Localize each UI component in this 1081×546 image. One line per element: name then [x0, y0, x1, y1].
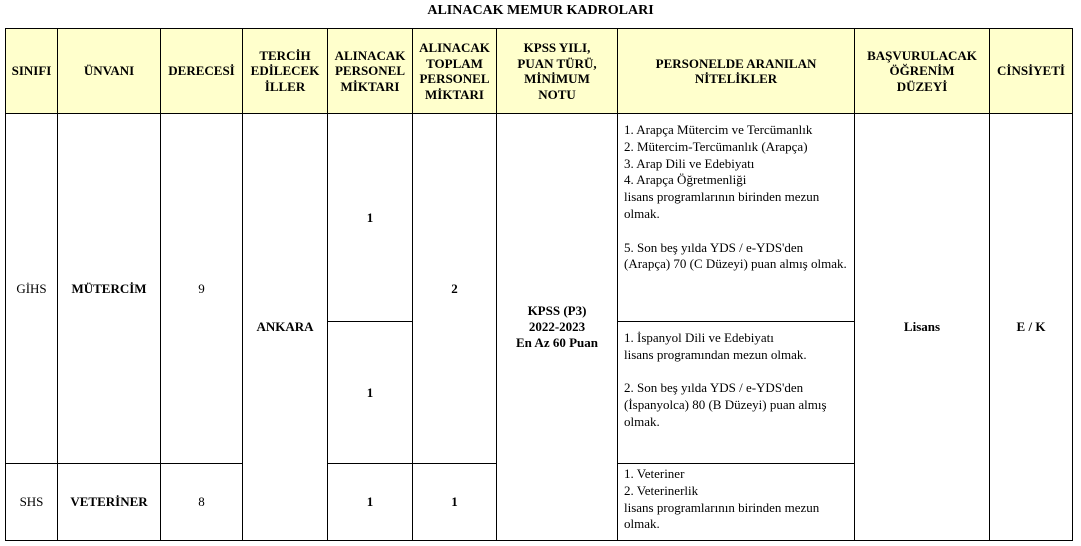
- unvani-cell: VETERİNER: [58, 464, 161, 541]
- alinacak-cell: 1: [328, 322, 413, 464]
- sinifi-cell: GİHS: [6, 114, 58, 464]
- nitelikler-cell: 1. Veteriner 2. Veterinerlik lisans programlarının birinden mezun olmak.: [618, 464, 855, 541]
- header-nitelikler: PERSONELDE ARANILAN NİTELİKLER: [618, 29, 855, 114]
- sinifi-cell: SHS: [6, 464, 58, 541]
- header-tercih: TERCİH EDİLECEK İLLER: [243, 29, 328, 114]
- nitelikler-cell: 1. Arapça Mütercim ve Tercümanlık 2. Mütercim-Tercümanlık (Arapça) 3. Arap Dili ve Edebiyatı 4. Arapça Öğretmenliği lisans programlarının birinden mezun olmak. 5. Son beş yılda YDS / e-YDS'den (Arapça) 70 (C Düzeyi) puan almış olmak.: [618, 114, 855, 322]
- kpss-cell: KPSS (P3) 2022-2023 En Az 60 Puan: [497, 114, 618, 541]
- header-unvani: ÜNVANI: [58, 29, 161, 114]
- header-ogrenim: BAŞVURULACAK ÖĞRENİM DÜZEYİ: [855, 29, 990, 114]
- alinacak-cell: 1: [328, 114, 413, 322]
- toplam-cell: 1: [413, 464, 497, 541]
- header-toplam: ALINACAK TOPLAM PERSONEL MİKTARI: [413, 29, 497, 114]
- ogrenim-cell: Lisans: [855, 114, 990, 541]
- cinsiyet-cell: E / K: [990, 114, 1073, 541]
- unvani-cell: MÜTERCİM: [58, 114, 161, 464]
- header-sinifi: SINIFI: [6, 29, 58, 114]
- toplam-cell: 2: [413, 114, 497, 464]
- header-alinacak: ALINACAK PERSONEL MİKTARI: [328, 29, 413, 114]
- header-derecesi: DERECESİ: [161, 29, 243, 114]
- table-row: [6, 114, 1073, 322]
- derecesi-cell: 9: [161, 114, 243, 464]
- il-cell: ANKARA: [243, 114, 328, 541]
- page-title: ALINACAK MEMUR KADROLARI: [427, 3, 654, 18]
- header-cinsiyet: CİNSİYETİ: [990, 29, 1073, 114]
- header-kpss: KPSS YILI, PUAN TÜRÜ, MİNİMUM NOTU: [497, 29, 618, 114]
- positions-table: [5, 28, 1073, 541]
- alinacak-cell: 1: [328, 464, 413, 541]
- header-row: [6, 29, 1073, 114]
- nitelikler-cell: 1. İspanyol Dili ve Edebiyatı lisans programından mezun olmak. 2. Son beş yılda YDS / e-YDS'den (İspanyolca) 80 (B Düzeyi) puan almış olmak.: [618, 322, 855, 464]
- derecesi-cell: 8: [161, 464, 243, 541]
